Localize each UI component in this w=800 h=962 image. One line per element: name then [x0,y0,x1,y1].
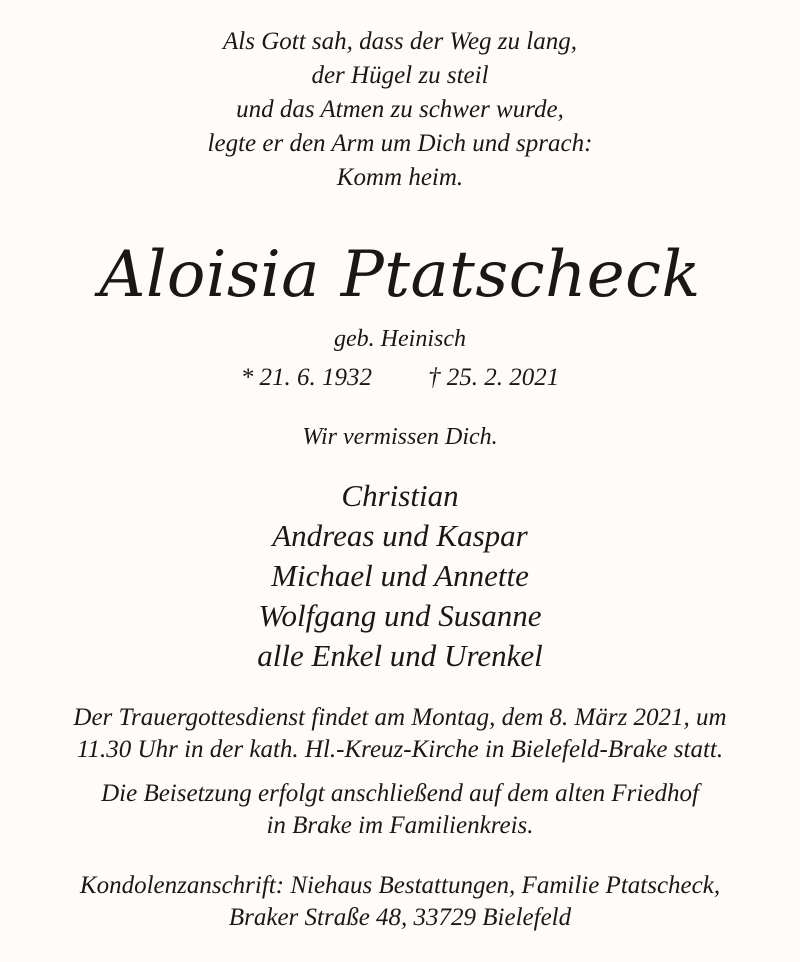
service-line-2: 11.30 Uhr in der kath. Hl.-Kreuz-Kirche in Bielefeld-Brake statt. [76,736,724,763]
poem-line-1: Als Gott sah, dass der Weg zu lang, [223,28,577,55]
family-line-3: Michael und Annette [271,558,529,593]
poem-line-2: der Hügel zu steil [311,62,489,89]
life-dates [0,364,800,392]
family-line-4: Wolfgang und Susanne [258,598,542,633]
maiden-name: geb. Heinisch [334,326,466,352]
poem-line-5: Komm heim. [336,164,464,191]
family-line-2: Andreas und Kaspar [272,518,528,553]
condolence-line-1: Kondolenzanschrift: Niehaus Bestattungen, Familie Ptatscheck, [79,872,721,899]
death-date: † 25. 2. 2021 [428,364,560,391]
condolence-line-2: Braker Straße 48, 33729 Bielefeld [228,904,572,931]
poem-line-4: legte er den Arm um Dich und sprach: [207,130,593,157]
family-line-1: Christian [341,478,459,513]
service-line-1: Der Trauergottesdienst findet am Montag, dem 8. März 2021, um [73,704,727,731]
burial-line-1: Die Beisetzung erfolgt anschließend auf dem alten Friedhof [101,780,699,807]
deceased-name: Aloisia Ptatscheck [99,238,701,312]
birth-date: * 21. 6. 1932 [240,364,372,391]
miss-line: Wir vermissen Dich. [302,424,498,450]
burial-line-2: in Brake im Familienkreis. [266,812,534,839]
poem-line-3: und das Atmen zu schwer wurde, [236,96,564,123]
family-line-5: alle Enkel und Urenkel [257,638,543,673]
